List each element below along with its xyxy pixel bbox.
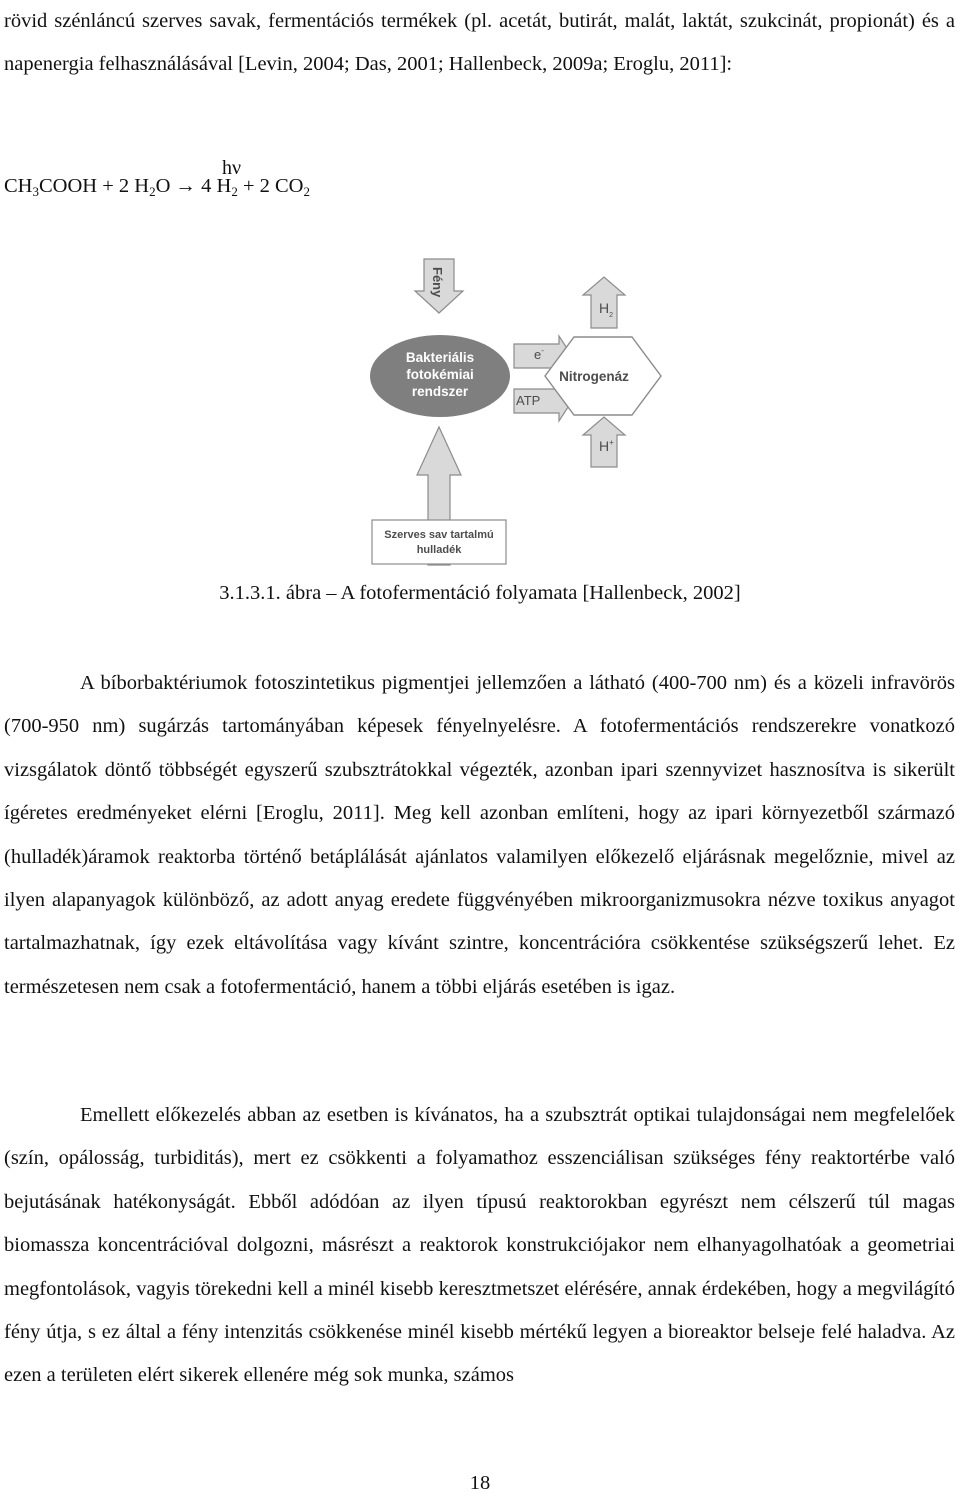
second-paragraph: Emellett előkezelés abban az esetben is kívánatos, ha a szubsztrát optikai tulajdonságai nem megfelelőek (szín, opálosság, turbiditás), mert ez csökkenti a folyamathoz esszenciálisan szükséges fény reaktortérbe való bejutásának hatékonyságát. Ebből adódóan az ilyen típusú reaktorokban egyrészt nem célszerű túl magas biomassza koncentrációval dolgozni, másrészt a reaktorok konstrukciójakor nem elhanyagolhatóak a geometriai megfontolások, vagyis törekedni kell a minél kisebb keresztmetszet elérésére, annak érdekében, hogy a megvilágító fény útja, s ez által a fény intenzitás csökkenése minél kisebb mértékű legyen a bioreaktor belseje felé haladva. Az ezen a területen elért sikerek ellenére még sok munka, számos xyxy=(4,1104,955,1387)
nitrogenase-label: Nitrogenáz xyxy=(559,369,629,384)
page-number: 18 xyxy=(469,1472,491,1494)
light-symbol: hν xyxy=(222,157,242,179)
intro-paragraph: rövid szénláncú szerves savak, fermentációs termékek (pl. acetát, butirát, malát, laktát, szukcinát, propionát) és a napenergia felhasználásával [Levin, 2004; Das, 2001; Hallenbeck, 2009a; Eroglu, 2011]: xyxy=(4,10,955,75)
substrate-label-line1: Szerves sav tartalmú xyxy=(384,529,494,541)
proton-label: H+ xyxy=(599,438,614,454)
photosystem-label-line1: Bakteriális xyxy=(405,350,475,365)
photosystem-label-line3: rendszer xyxy=(411,384,469,399)
reaction-arrow-icon: → xyxy=(175,175,196,197)
chemical-equation xyxy=(4,157,424,207)
equation-line: $CH_3COOH + 2$ $H_2O \to 4$ $H_2 + 2$ $CO_2$ xyxy=(4,175,310,199)
photofermentation-diagram xyxy=(360,255,629,567)
h2-label: $H_2$ xyxy=(599,300,614,319)
main-paragraph: A bíborbaktériumok fotoszintetikus pigmentjei jellemzően a látható (400-700 nm) és a közeli infravörös (700-950 nm) sugárzás tartományában képesek fényelnyelésre. A fotofermentációs rendszerekre vonatkozó vizsgálatok döntő többségét egyszerű szubsztrátokkal végezték, azonban ipari szennyvizet hasznosítva is sikerült ígéretes eredményeket elérni [Eroglu, 2011]. Meg kell azonban említeni, hogy az ipari környezetből származó (hulladék)áramok reaktorba történő betáplálását ajánlatos valamilyen előkezelő eljárásnak megelőznie, mivel az ilyen alapanyagok különböző, az adott anyag eredete függvényében mikroorganizmusokra nézve toxikus anyagot tartalmazhatnak, így ezek eltávolítása vagy kívánt szintre, koncentrációra csökkentése szükségszerű lehet. Ez természetesen nem csak a fotofermentáció, hanem a többi eljárás esetében is igaz. xyxy=(4,672,955,998)
photosystem-label-line2: fotokémiai xyxy=(406,367,474,382)
substrate-box xyxy=(372,520,506,564)
figure-caption: 3.1.3.1. ábra – A fotofermentáció folyamata [Hallenbeck, 2002] xyxy=(219,582,741,604)
atp-label: ATP xyxy=(516,393,541,408)
substrate-label-line2: hulladék xyxy=(416,544,462,556)
electron-label: e- xyxy=(534,346,544,362)
light-label: Fény xyxy=(430,267,445,298)
